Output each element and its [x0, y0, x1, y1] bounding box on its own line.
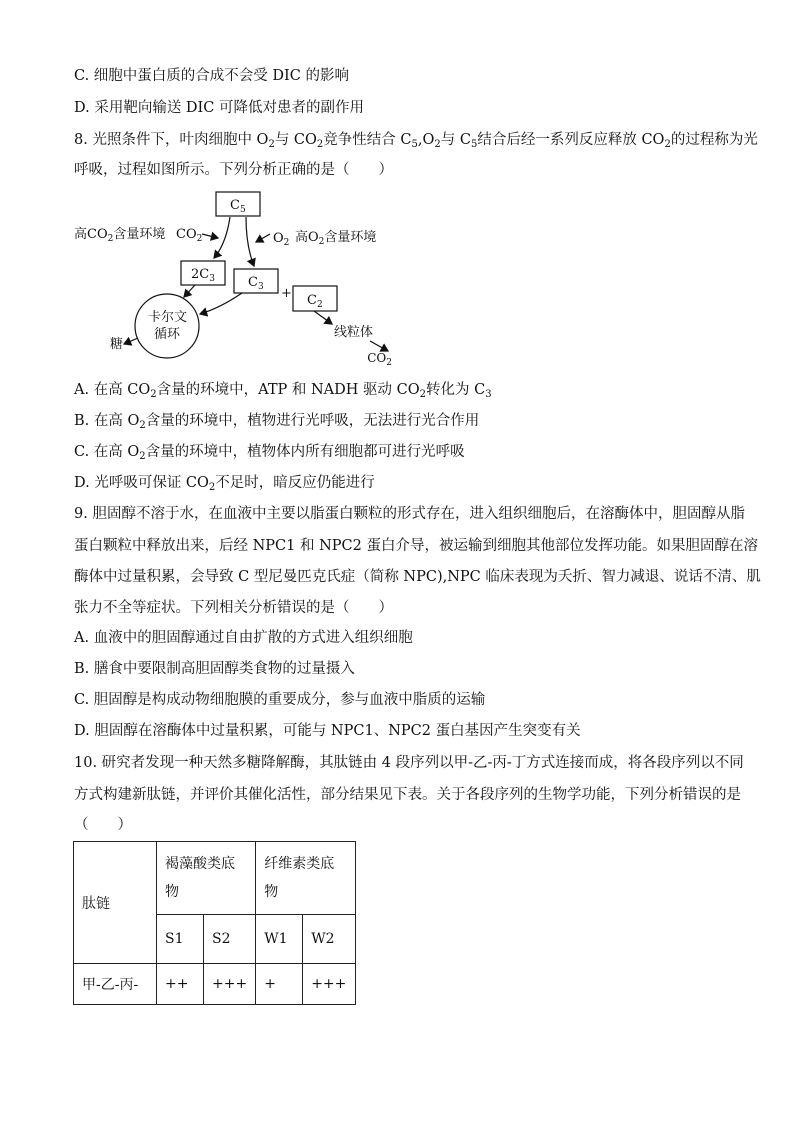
q8-option-c: C. 在高 $O_2$含量的环境中，植物体内所有细胞都可进行光呼吸: [74, 444, 465, 462]
q7-option-c: C. 细胞中蛋白质的合成不会受 DIC 的影响: [74, 68, 349, 84]
col-header-w1: W1: [256, 915, 303, 964]
co2-input-label: $CO_2$: [176, 227, 203, 244]
arrow-calvin-to-sugar: [124, 338, 138, 344]
cell-w1: +: [256, 964, 303, 1005]
col-group-alginate: 褐藻酸类底 物: [157, 842, 256, 915]
arrow-mitochondria-to-co2: [370, 341, 388, 351]
q9-stem-line-3: 酶体中过量积累，会导致 C 型尼曼匹克氏症（简称 NPC),NPC 临床表现为夭折、智力减退、说话不清、肌: [74, 569, 761, 585]
calvin-cycle-label-1: 卡尔文: [148, 310, 188, 325]
col-header-w2: W2: [303, 915, 356, 964]
q10-stem-line-2: 方式构建新肽链，并评价其催化活性，部分结果见下表。关于各段序列的生物学功能，下列分析错误的是: [74, 787, 741, 803]
c3-label: $C_3$: [248, 275, 264, 292]
arrow-o2-in: [256, 234, 270, 242]
arrow-co2-in: [202, 234, 218, 238]
q10-stem-line-1: 10. 研究者发现一种天然多糖降解酶，其肽链由 4 段序列以甲-乙-丙-丁方式连接而成，将各段序列以不同: [74, 755, 744, 771]
q9-option-b: B. 膳食中要限制高胆固醇类食物的过量摄入: [74, 661, 355, 677]
cell-s1: ++: [157, 964, 204, 1005]
q9-option-d: D. 胆固醇在溶酶体中过量积累，可能与 NPC1、NPC2 蛋白基因产生突变有关: [74, 723, 581, 739]
cell-peptide: 甲-乙-丙-: [74, 964, 157, 1005]
col-header-s2: S2: [204, 915, 256, 964]
high-o2-env-label: 高$O_2$含量环境: [295, 230, 377, 247]
arrow-2c3-to-calvin: [184, 285, 195, 297]
q9-stem-line-2: 蛋白颗粒中释放出来，后经 NPC1 和 NPC2 蛋白介导，被运输到细胞其他部位发挥功能。如果胆固醇在溶: [74, 538, 758, 554]
q8-stem-line-2: 呼吸，过程如图所示。下列分析正确的是（ ）: [74, 162, 393, 178]
q8-stem-line-1: 8. 光照条件下，叶肉细胞中 $O_2$与 $CO_2$竞争性结合 $C_5,O_2$与 $C_5$结合后经一系列反应释放 $CO_2$的过程称为光: [74, 132, 758, 150]
calvin-cycle-label-2: 循环: [154, 327, 181, 342]
q9-option-c: C. 胆固醇是构成动物细胞膜的重要成分，参与血液中脂质的运输: [74, 692, 486, 708]
cell-s2: +++: [204, 964, 256, 1005]
q8-option-a: A. 在高 $CO_2$含量的环境中，ATP 和 NADH 驱动 $CO_2$转化为 $C_3$: [74, 382, 492, 400]
arrow-c5-to-c3: [246, 217, 254, 266]
activity-table: [73, 841, 356, 1005]
q8-option-b: B. 在高 $O_2$含量的环境中，植物进行光呼吸，无法进行光合作用: [74, 413, 480, 431]
o2-input-label: $O_2$: [273, 231, 290, 248]
photorespiration-diagram: [70, 186, 400, 370]
plus-sign: +: [281, 286, 292, 301]
arrow-c3-to-calvin: [200, 293, 242, 314]
col-header-peptide: 肽链: [74, 842, 157, 964]
mitochondria-label: 线粒体: [334, 325, 374, 340]
q8-option-d: D. 光呼吸可保证 $CO_2$不足时，暗反应仍能进行: [74, 475, 375, 493]
sugar-label: 糖: [110, 337, 124, 352]
q9-stem-line-4: 张力不全等症状。下列相关分析错误的是（ ）: [74, 600, 393, 616]
q7-option-d: D. 采用靶向输送 DIC 可降低对患者的副作用: [74, 100, 364, 116]
calvin-cycle-circle: [135, 294, 199, 358]
c2-label: $C_2$: [307, 293, 323, 310]
q9-option-a: A. 血液中的胆固醇通过自由扩散的方式进入组织细胞: [74, 630, 413, 646]
high-co2-env-label: 高$CO_2$含量环境: [74, 227, 166, 244]
col-group-cellulose: 纤维素类底 物: [256, 842, 356, 915]
cell-w2: +++: [303, 964, 356, 1005]
q10-stem-line-3: （ ）: [74, 817, 132, 833]
q9-stem-line-1: 9. 胆固醇不溶于水，在血液中主要以脂蛋白颗粒的形式存在，进入组织细胞后，在溶酶体中，胆固醇从脂: [74, 506, 745, 522]
table-row: [74, 964, 356, 1005]
c5-label: $C_5$: [230, 198, 246, 215]
col-header-s1: S1: [157, 915, 204, 964]
co2-output-label: $CO_2$: [367, 351, 392, 368]
2c3-label: $2C_3$: [191, 267, 215, 284]
arrow-c2-to-mitochondria: [314, 311, 332, 324]
